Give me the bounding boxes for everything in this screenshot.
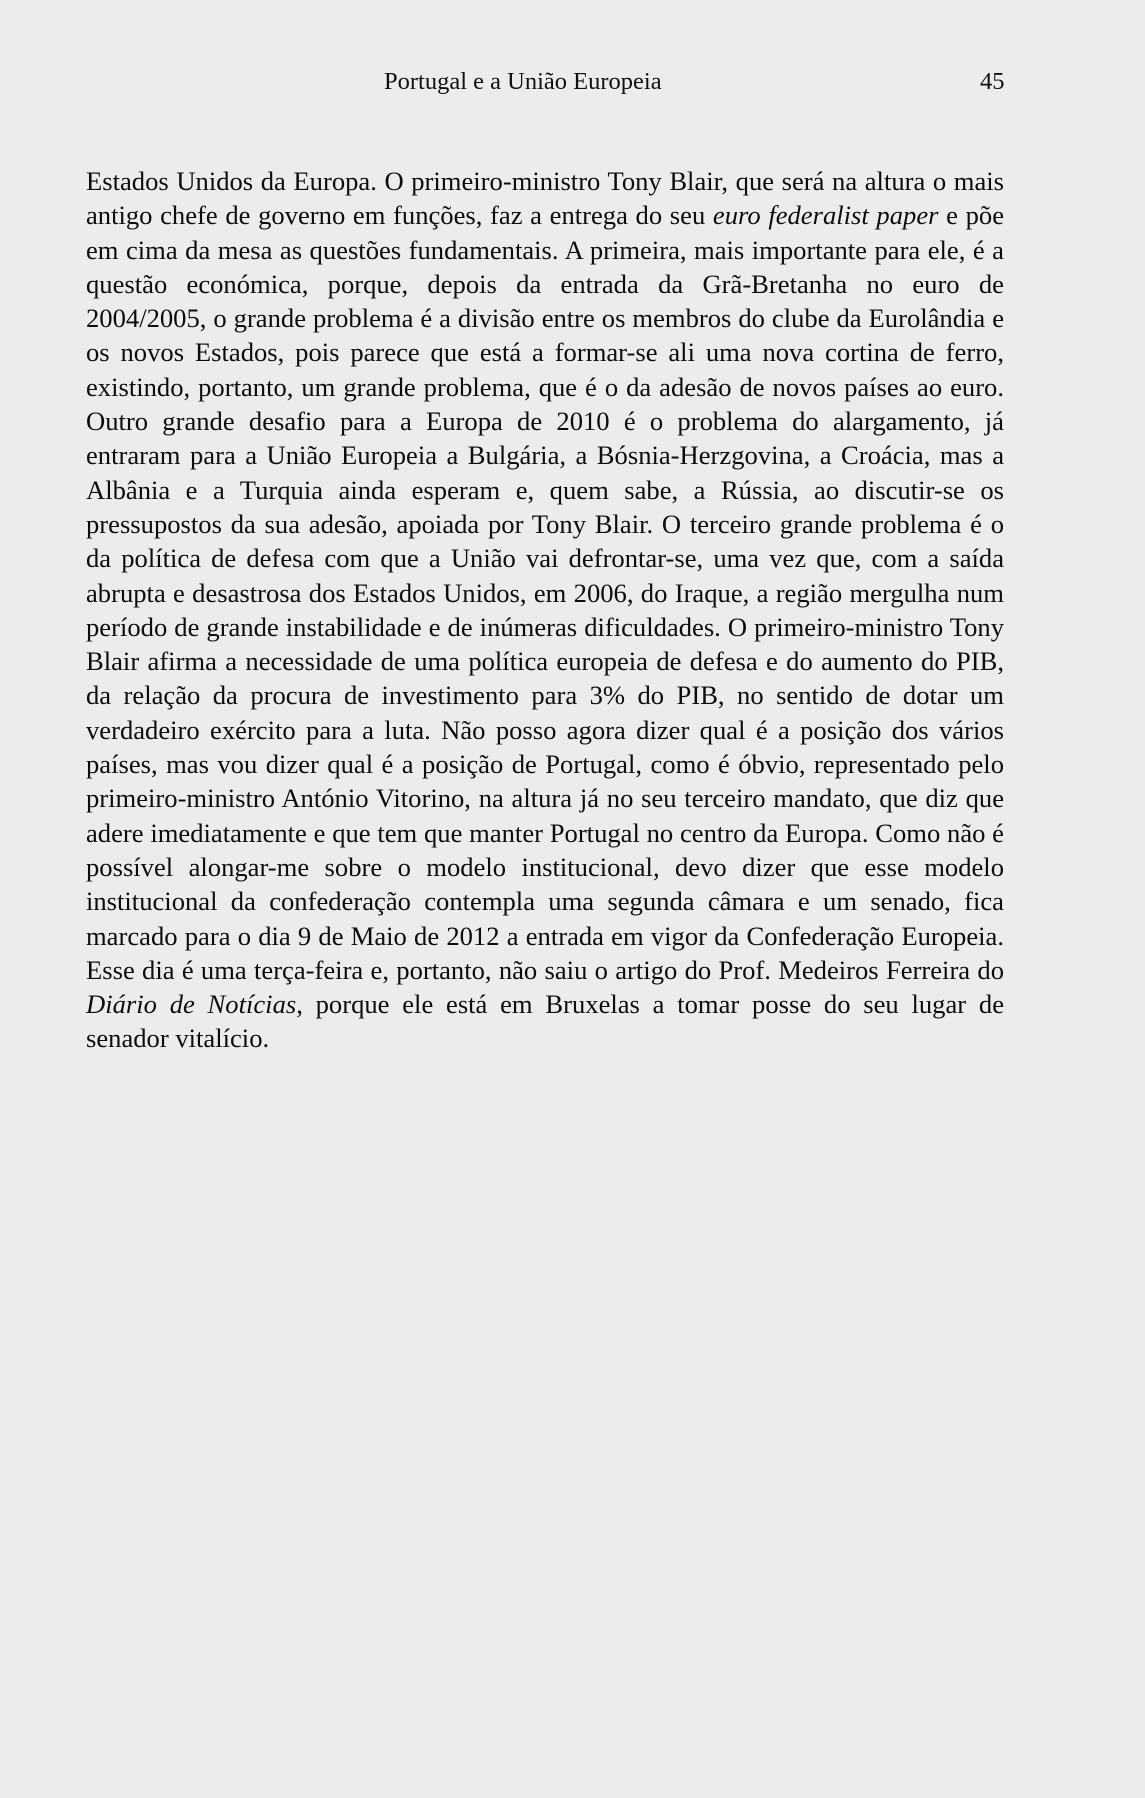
paragraph: [86, 164, 1004, 1056]
italic-title-diario-de-noticias: Diário de Notícias: [86, 989, 297, 1020]
text-segment: e põe em cima da mesa as questões fundamentais. A primeira, mais importante para ele, é a questão económica, porque, depois da entrada da Grã-Bretanha no euro de 2004/2005, o grande problema é a divisão entre os membros do clube da Eurolândia e os novos Estados, pois parece que está a formar-se ali uma nova cortina de ferro, existindo, portanto, um grande problema, que é o da adesão de novos países ao euro. Outro grande desafio para a Europa de 2010 é o problema do alargamento, já entraram para a União Europeia a Bulgária, a Bósnia-⁠Herzgovina, a Croácia, mas a Albânia e a Turquia ainda esperam e, quem sabe, a Rússia, ao discutir-se os pressupostos da sua adesão, apoiada por Tony Blair. O terceiro grande problema é o da política de defesa com que a União vai defrontar-se, uma vez que, com a saída abrupta e desastrosa dos Estados Unidos, em 2006, do Iraque, a região mergulha num período de grande instabilidade e de inúmeras dificuldades. O primeiro-ministro Tony Blair afirma a necessidade de uma política europeia de defesa e do aumento do PIB, da relação da procura de investimento para 3% do PIB, no sentido de dotar um verdadeiro exército para a luta. Não posso agora dizer qual é a posição dos vários países, mas vou dizer qual é a posição de Portugal, como é óbvio, representado pelo primeiro-⁠ministro António Vitorino, na altura já no seu terceiro mandato, que diz que adere imediatamente e que tem que manter Portugal no centro da Europa. Como não é possível alongar-me sobre o modelo institucional, devo dizer que esse modelo institucional da confederação contempla uma segunda câmara e um senado, fica marcado para o dia 9 de Maio de 2012 a entrada em vigor da Confederação Europeia. Esse dia é uma terça-feira e, portanto, não saiu o artigo do Prof. Medeiros Ferreira do: [86, 200, 1004, 985]
italic-title-euro-federalist-paper: euro federalist paper: [712, 200, 939, 231]
running-title: Portugal e a União Europeia: [384, 68, 662, 95]
text-segment: , porque ele está em Bruxelas a tomar posse do seu lugar de senador vitalício.: [86, 989, 1004, 1054]
running-header: [0, 68, 1145, 108]
text-segment: Estados Unidos da Europa. O primeiro-ministro Tony Blair, que será na altura o mais antigo chefe de governo em funções, faz a entrega do seu: [86, 166, 1004, 231]
page-number: 45: [980, 68, 1005, 95]
body-text: [86, 164, 1004, 1056]
